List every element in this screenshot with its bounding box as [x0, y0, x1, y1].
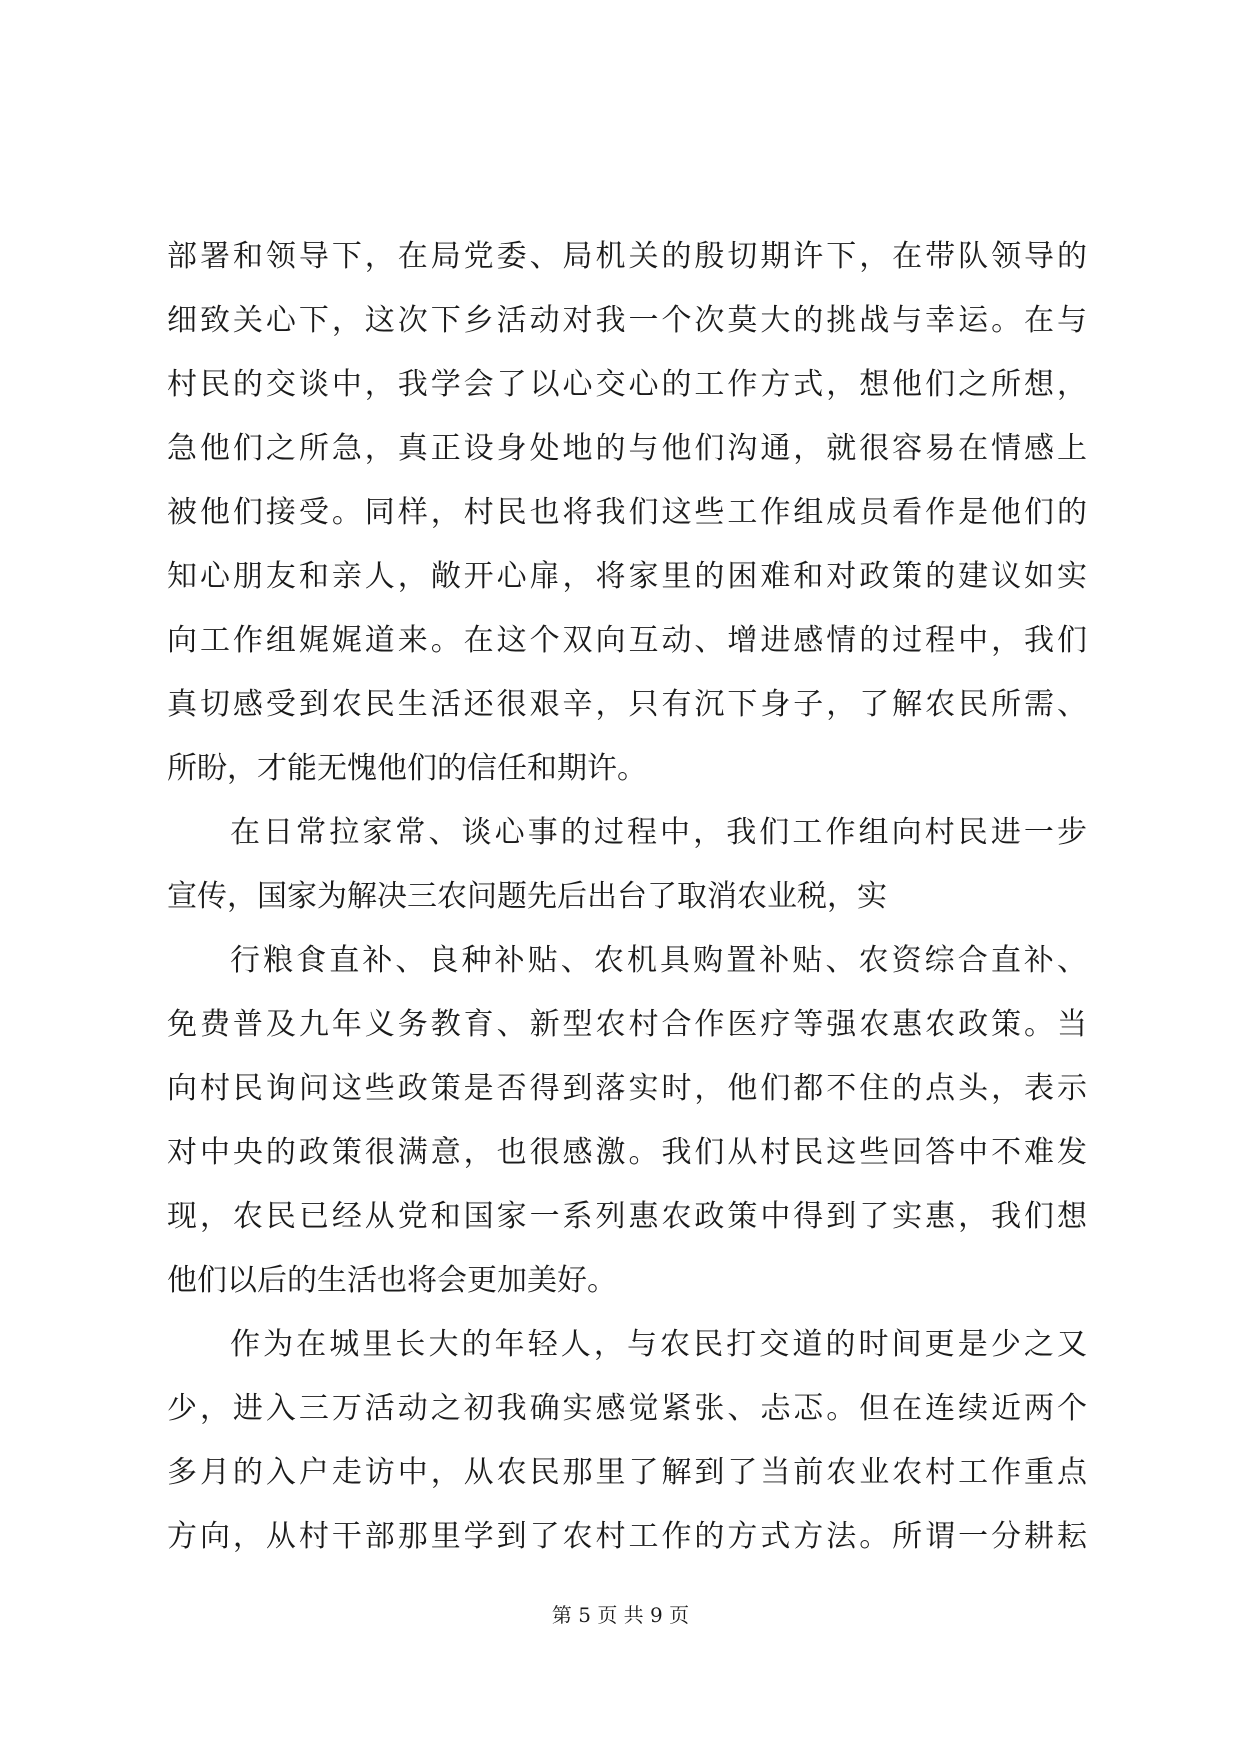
- text-line: 免费普及九年义务教育、新型农村合作医疗等强农惠农政策。当: [167, 1007, 1087, 1042]
- text-line: 宣传，国家为解决三农问题先后出台了取消农业税，实: [167, 879, 887, 914]
- page-number-footer: 第 5 页 共 9 页: [551, 1603, 690, 1627]
- text-line: 方向，从村干部那里学到了农村工作的方式方法。所谓一分耕耘: [167, 1519, 1087, 1554]
- text-line: 对中央的政策很满意，也很感激。我们从村民这些回答中不难发: [167, 1135, 1087, 1170]
- text-line: 多月的入户走访中，从农民那里了解到了当前农业农村工作重点: [167, 1455, 1087, 1490]
- text-line: 少，进入三万活动之初我确实感觉紧张、忐忑。但在连续近两个: [167, 1391, 1087, 1426]
- paragraph-4: [167, 1313, 1087, 1569]
- text-line: 向工作组娓娓道来。在这个双向互动、增进感情的过程中，我们: [167, 623, 1087, 658]
- body-text: [167, 225, 1087, 1569]
- text-line: 作为在城里长大的年轻人，与农民打交道的时间更是少之又: [230, 1327, 1087, 1362]
- text-line: 部署和领导下，在局党委、局机关的殷切期许下，在带队领导的: [167, 239, 1087, 274]
- text-line: 行粮食直补、良种补贴、农机具购置补贴、农资综合直补、: [230, 943, 1087, 978]
- text-line: 他们以后的生活也将会更加美好。: [167, 1263, 617, 1298]
- text-line: 知心朋友和亲人，敞开心扉，将家里的困难和对政策的建议如实: [167, 559, 1087, 594]
- paragraph-3: [167, 929, 1087, 1313]
- text-line: 向村民询问这些政策是否得到落实时，他们都不住的点头，表示: [167, 1071, 1087, 1106]
- paragraph-2: [167, 801, 1087, 929]
- text-line: 急他们之所急，真正设身处地的与他们沟通，就很容易在情感上: [167, 431, 1087, 466]
- text-line: 细致关心下，这次下乡活动对我一个次莫大的挑战与幸运。在与: [167, 303, 1087, 338]
- text-line: 村民的交谈中，我学会了以心交心的工作方式，想他们之所想，: [167, 367, 1087, 402]
- paragraph-1: [167, 225, 1087, 801]
- text-line: 现，农民已经从党和国家一系列惠农政策中得到了实惠，我们想: [167, 1199, 1087, 1234]
- text-line: 被他们接受。同样，村民也将我们这些工作组成员看作是他们的: [167, 495, 1087, 530]
- text-line: 在日常拉家常、谈心事的过程中，我们工作组向村民进一步: [230, 815, 1087, 850]
- text-line: 真切感受到农民生活还很艰辛，只有沉下身子，了解农民所需、: [167, 687, 1087, 722]
- text-line: 所盼，才能无愧他们的信任和期许。: [167, 751, 647, 786]
